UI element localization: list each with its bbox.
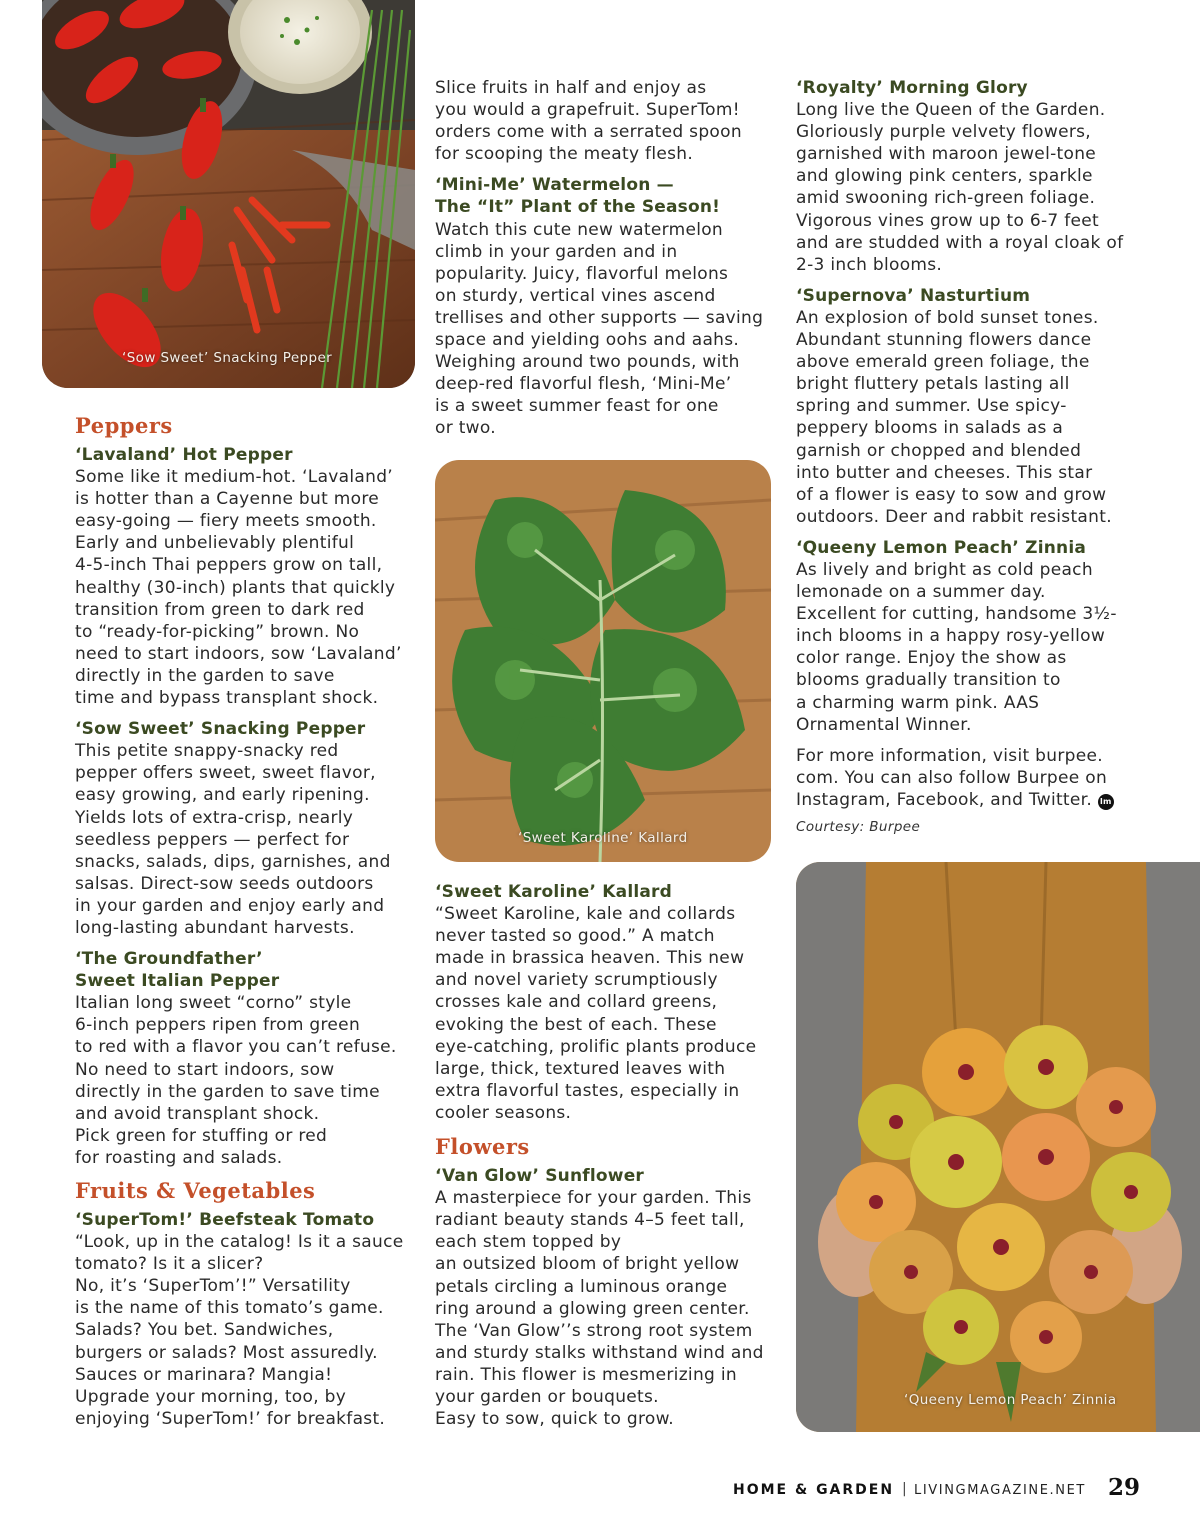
peppers-caption: ‘Sow Sweet’ Snacking Pepper	[122, 350, 333, 366]
lavaland-text: Some like it medium-hot. ‘Lavaland’ is hotter than a Cayenne but more easy-going — fiery meets smooth. Early and unbelievably plentiful 4-5-inch Thai peppers grow on tall, healthy (30-inch) plants that quickly transition from green to dark red to “ready-for-picking” brown. No need to start indoors, sow ‘Lavaland’ directly in the garden to save time and bypass transplant shock.	[75, 467, 402, 709]
column-left	[75, 413, 420, 1430]
column-right	[796, 77, 1156, 835]
groundfather-heading: ‘The Groundfather’ Sweet Italian Pepper	[75, 949, 280, 992]
column-middle-bottom	[435, 881, 780, 1430]
kale-photo	[435, 460, 771, 862]
footer-separator: |	[902, 1481, 907, 1497]
footer-website: LIVINGMAGAZINE.NET	[914, 1483, 1086, 1498]
section-heading-peppers: Peppers	[75, 413, 173, 438]
van-glow-text: A masterpiece for your garden. This radiant beauty stands 4–5 feet tall, each stem topped by an outsized bloom of bright yellow petals circling a luminous orange ring around a glowing green center. The ‘Van Glow’’s strong root system and sturdy stalks withstand wind and rain. This flower is mesmerizing in your garden or bouquets. Easy to sow, quick to grow.	[435, 1188, 764, 1430]
end-mark-icon: lm	[1098, 794, 1114, 810]
mini-me-text: Watch this cute new watermelon climb in your garden and in popularity. Juicy, flavorful melons on sturdy, vertical vines ascend trellises and other supports — saving space and yielding oohs and aahs. Weighing around two pounds, with deep-red flavorful flesh, ‘Mini-Me’ is a sweet summer feast for one or two.	[435, 219, 764, 439]
zinnia-illustration	[796, 862, 1200, 1432]
kale-caption: ‘Sweet Karoline’ Kallard	[518, 830, 688, 846]
lavaland-heading: ‘Lavaland’ Hot Pepper	[75, 445, 293, 465]
supertom-heading: ‘SuperTom!’ Beefsteak Tomato	[75, 1210, 375, 1230]
royalty-text: Long live the Queen of the Garden. Gloriously purple velvety flowers, garnished with maroon jewel-tone and glowing pink centers, sparkle amid swooning rich-green foliage. Vigorous vines grow up to 6-7 feet and are studded with a royal cloak of 2-3 inch blooms.	[796, 100, 1124, 275]
van-glow-heading: ‘Van Glow’ Sunflower	[435, 1166, 645, 1187]
section-heading-fruits-vegetables: Fruits & Vegetables	[75, 1178, 316, 1203]
zinnia-caption: ‘Queeny Lemon Peach’ Zinnia	[904, 1392, 1117, 1408]
groundfather-text: Italian long sweet “corno” style 6-inch peppers ripen from green to red with a flavor you can’t refuse. No need to start indoors, sow directly in the garden to save time and avoid transplant shock. Pick green for stuffing or red for roasting and salads.	[75, 993, 397, 1168]
kale-illustration	[435, 460, 771, 862]
footer-section-name: HOME & GARDEN	[733, 1482, 895, 1498]
sow-sweet-text: This petite snappy-snacky red pepper offers sweet, sweet flavor, easy growing, and early ripening. Yields lots of extra-crisp, nearly seedless peppers — perfect for snacks, salads, dips, garnishes, and salsas. Direct-sow seeds outdoors in your garden and enjoy early and long-lasting abundant harvests.	[75, 741, 391, 938]
sweet-karoline-text: “Sweet Karoline, kale and collards never tasted so good.” A match made in brassica heaven. This new and novel variety scrumptiously crosses kale and collard greens, evoking the best of each. These eye-catching, prolific plants produce large, thick, textured leaves with extra flavorful tastes, especially in cooler seasons.	[435, 904, 757, 1123]
queeny-heading: ‘Queeny Lemon Peach’ Zinnia	[796, 537, 1087, 558]
more-info-text	[796, 745, 1156, 811]
zinnia-photo	[796, 862, 1200, 1432]
supertom-text: “Look, up in the catalog! Is it a sauce tomato? Is it a slicer? No, it’s ‘SuperTom’!” Versatility is the name of this tomato’s game. Salads? You bet. Sandwiches, burgers or salads? Most assuredly. Sauces or marinara? Mangia! Upgrade your morning, too, by enjoying ‘SuperTom!’ for breakfast.	[75, 1232, 404, 1429]
mini-me-heading: ‘Mini-Me’ Watermelon — The “It” Plant of the Season!	[435, 175, 721, 218]
royalty-heading: ‘Royalty’ Morning Glory	[796, 78, 1028, 98]
supernova-text: An explosion of bold sunset tones. Abundant stunning flowers dance above emerald green foliage, the bright fluttery petals lasting all spring and summer. Use spicy- peppery blooms in salads as a garnish or chopped and blended into butter and cheeses. This star of a flower is easy to sow and grow outdoors. Deer and rabbit resistant.	[796, 307, 1112, 527]
section-heading-flowers: Flowers	[435, 1134, 530, 1160]
supertom-continued-text: Slice fruits in half and enjoy as you would a grapefruit. SuperTom! orders come with a serrated spoon for scooping the meaty flesh.	[435, 78, 742, 165]
supernova-heading: ‘Supernova’ Nasturtium	[796, 285, 1031, 306]
more-info-body: For more information, visit burpee. com. You can also follow Burpee on Instagram, Facebook, and Twitter.	[796, 745, 1108, 810]
queeny-text: As lively and bright as cold peach lemonade on a summer day. Excellent for cutting, handsome 3½- inch blooms in a happy rosy-yellow color range. Enjoy the show as blooms gradually transition to a charming warm pink. AAS Ornamental Winner.	[796, 559, 1117, 735]
column-middle-top	[435, 77, 780, 440]
peppers-illustration	[42, 0, 415, 388]
peppers-photo	[42, 0, 415, 388]
sweet-karoline-heading: ‘Sweet Karoline’ Kallard	[435, 882, 673, 902]
courtesy-credit: Courtesy: Burpee	[796, 819, 921, 835]
page-number: 29	[1108, 1474, 1141, 1501]
sow-sweet-heading: ‘Sow Sweet’ Snacking Pepper	[75, 719, 366, 740]
